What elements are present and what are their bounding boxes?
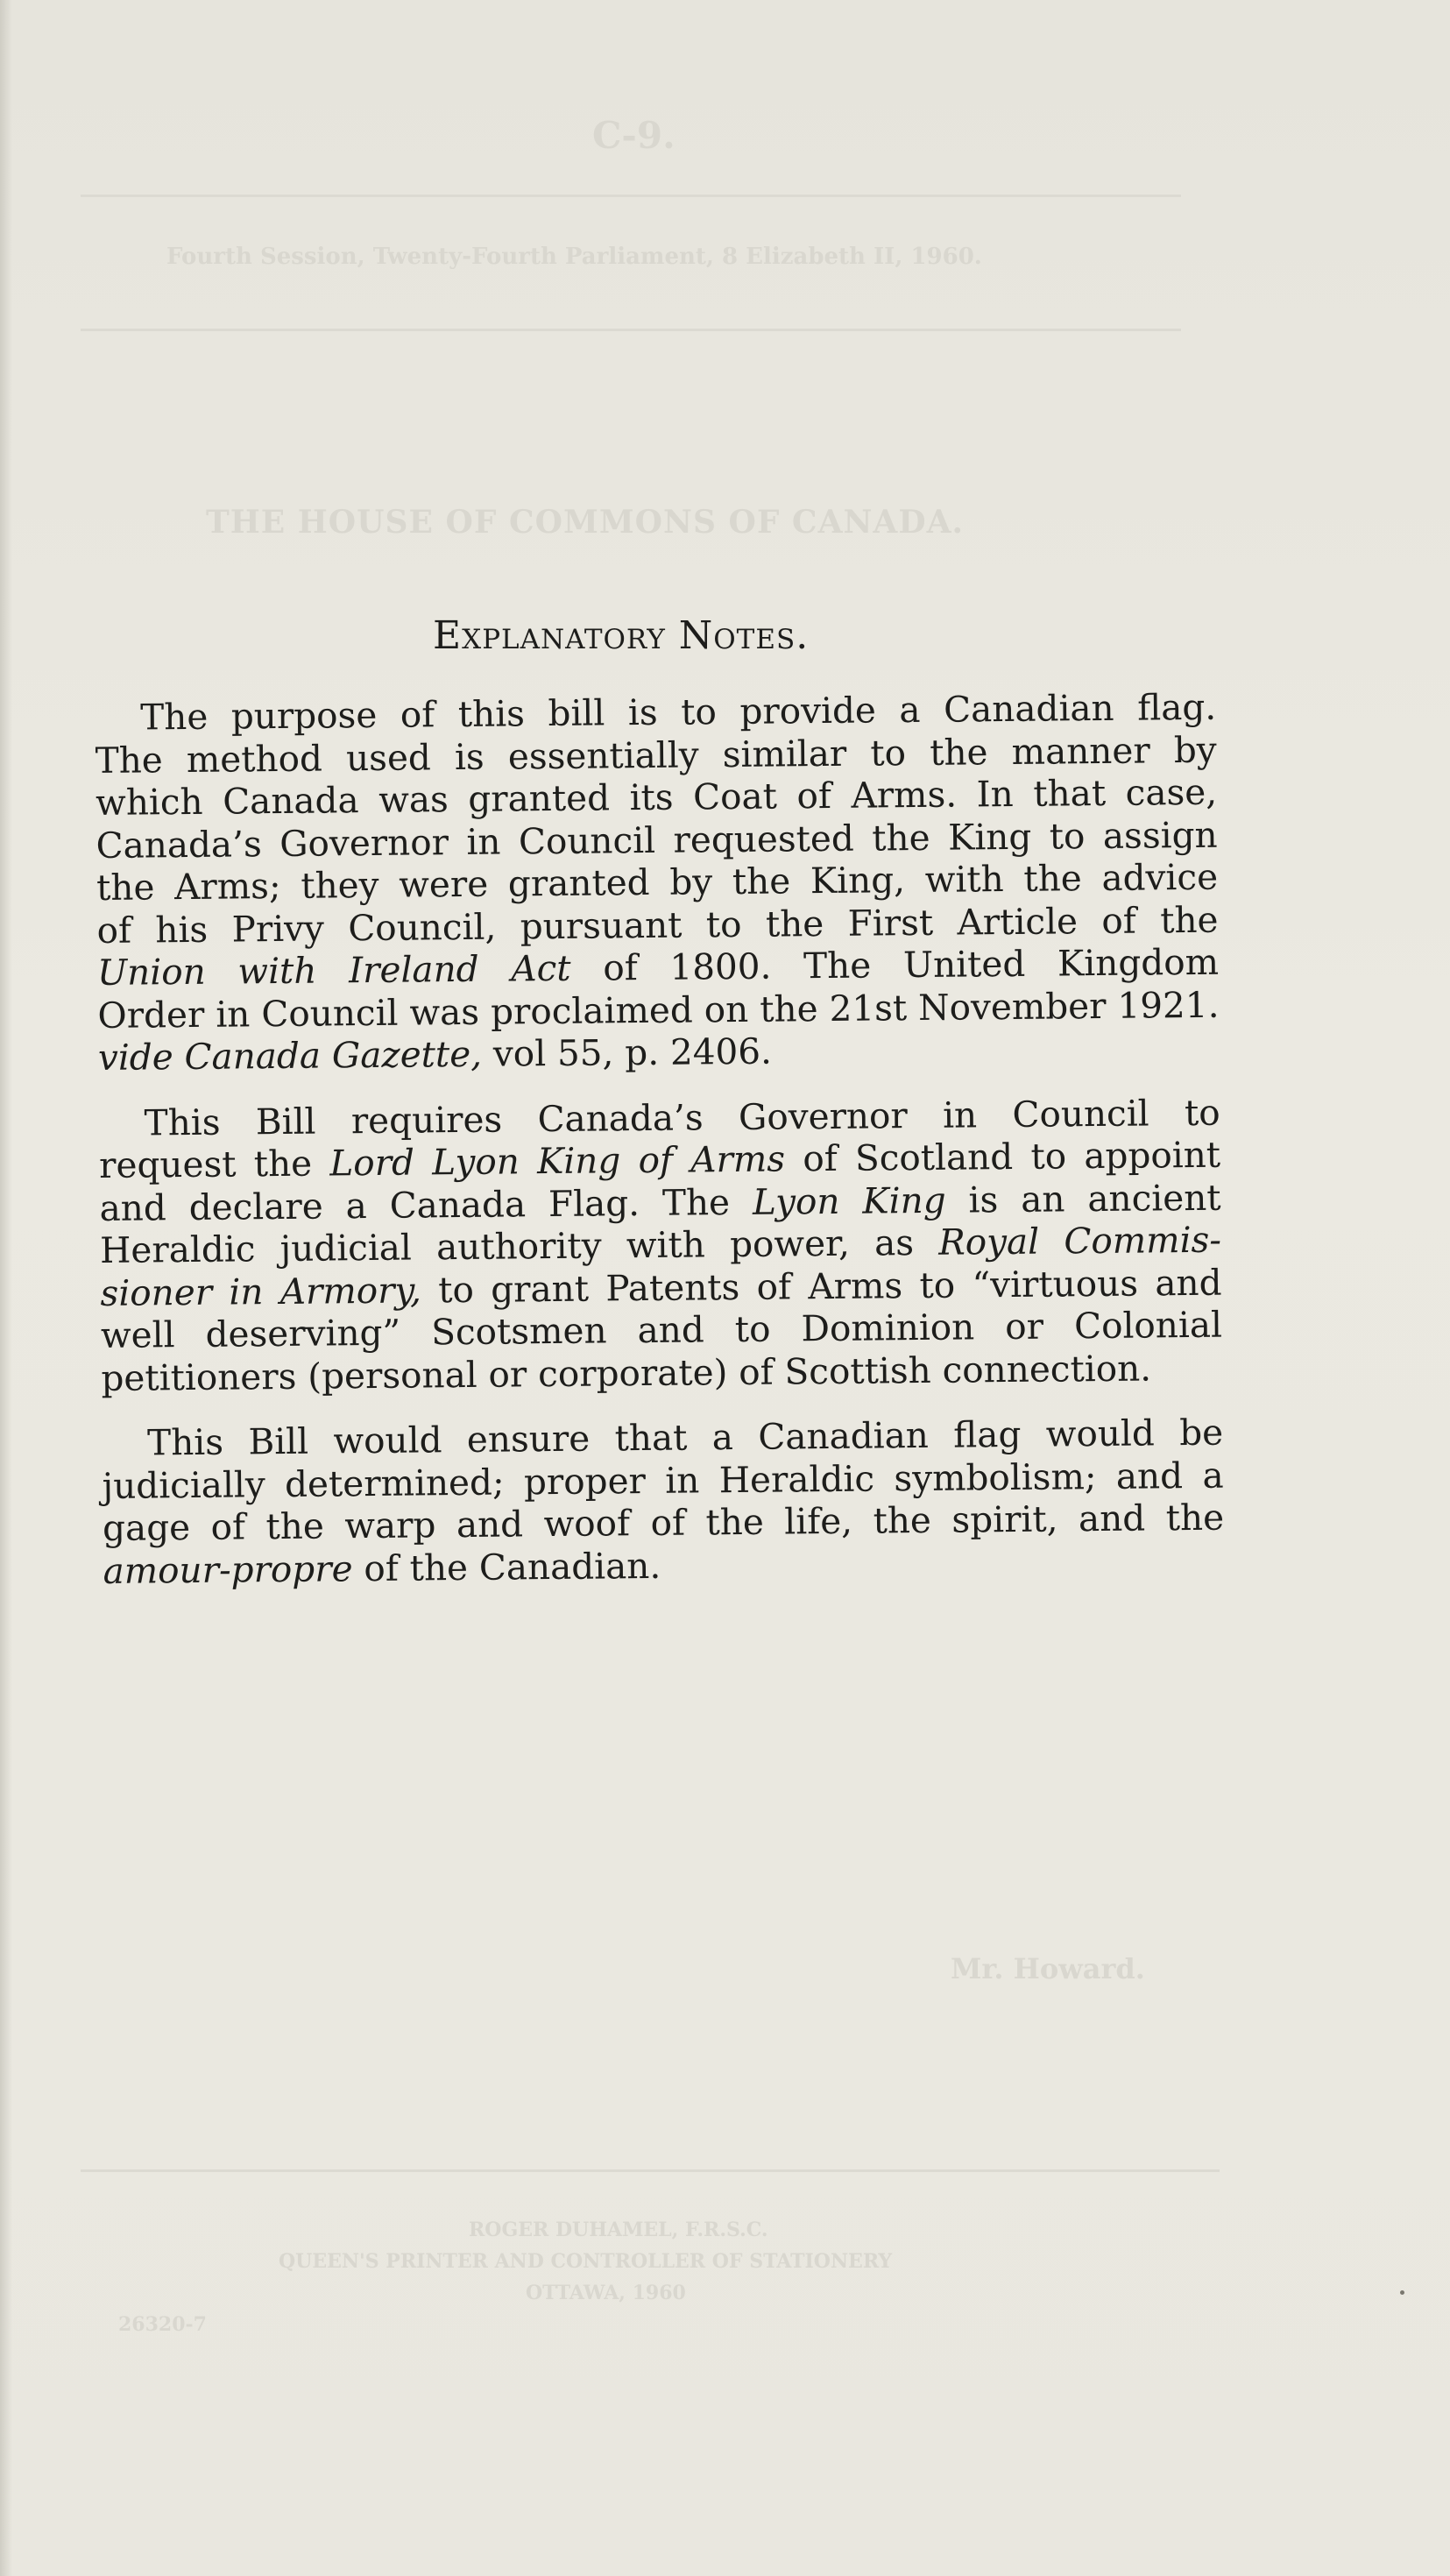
text-run: vol 55, p. 2406.	[481, 1030, 773, 1075]
ghost-rule-top	[81, 195, 1181, 197]
ghost-session-line: Fourth Session, Twenty-Fourth Parliament, 8 Elizabeth II, 1960.	[166, 244, 982, 270]
ghost-bill-number: C-9.	[592, 114, 675, 157]
text-run: The purpose of this bill is to provide a Canadian flag.	[139, 685, 1217, 739]
explanatory-notes-heading: Explanatory Notes.	[433, 613, 810, 658]
paragraph	[102, 1412, 1225, 1592]
explanatory-notes-body	[95, 686, 1225, 1615]
text-run: of Scotland to appoint	[784, 1133, 1221, 1180]
italic-text: amour-propre	[103, 1546, 353, 1592]
ghost-rule-bottom	[81, 2169, 1220, 2172]
text-run: well deserving” Scotsmen and to Dominion or Colonial	[100, 1303, 1223, 1356]
text-run: Order in Council was proclaimed on the 21st November 1921.	[97, 983, 1220, 1037]
text-run: and declare a Canada Flag. The	[99, 1180, 753, 1229]
italic-text: vide Canada Gazette,	[97, 1032, 483, 1079]
text-run: This Bill would ensure that a Canadian flag would be	[146, 1411, 1224, 1464]
ghost-printer-name: ROGER DUHAMEL, F.R.S.C.	[469, 2219, 768, 2241]
text-run: petitioners (personal or corporate) of Scottish connection.	[101, 1346, 1152, 1399]
text-run: which Canada was granted its Coat of Arms. In that case,	[95, 770, 1218, 824]
text-run: request the	[98, 1142, 330, 1186]
italic-text: sioner in Armory,	[100, 1268, 422, 1314]
italic-text: Lyon King	[752, 1178, 946, 1223]
ghost-printer-city: OTTAWA, 1960	[526, 2282, 686, 2304]
ghost-member-name: Mr. Howard.	[951, 1952, 1145, 1985]
page-edge-shadow	[0, 0, 12, 2576]
text-run: is an ancient	[945, 1176, 1221, 1221]
ghost-rule-second	[81, 329, 1181, 331]
ghost-print-number: 26320-7	[118, 2313, 207, 2336]
ghost-house-title: THE HOUSE OF COMMONS OF CANADA.	[206, 504, 965, 541]
text-run: of the Canadian.	[352, 1544, 661, 1589]
text-run: Canada’s Governor in Council requested the King to assign	[95, 813, 1218, 867]
text-run: The method used is essentially similar to the manner by	[95, 728, 1217, 782]
text-run: to grant Patents of Arms to “virtuous and	[421, 1261, 1222, 1311]
ghost-printer-title: QUEEN'S PRINTER AND CONTROLLER OF STATIONERY	[279, 2250, 893, 2273]
text-run: Heraldic judicial authority with power, as	[99, 1221, 939, 1271]
italic-text: Lord Lyon King of Arms	[329, 1137, 786, 1185]
text-run: This Bill requires Canada’s Governor in Council to	[144, 1091, 1220, 1143]
text-run: judicially determined; proper in Heraldic symbolism; and a	[102, 1454, 1224, 1507]
italic-text: Union with Ireland Act	[96, 946, 571, 994]
paragraph	[98, 1091, 1222, 1399]
text-run: of 1800. The United Kingdom	[570, 940, 1220, 989]
text-run: of his Privy Council, pursuant to the First Article of the	[96, 898, 1219, 952]
text-run: the Arms; they were granted by the King, with the advice	[95, 855, 1219, 909]
text-run: gage of the warp and woof of the life, the spirit, and the	[102, 1496, 1225, 1549]
paragraph	[95, 686, 1220, 1079]
italic-text: Royal Commis-	[938, 1218, 1222, 1263]
paper-speck	[1400, 2290, 1404, 2295]
